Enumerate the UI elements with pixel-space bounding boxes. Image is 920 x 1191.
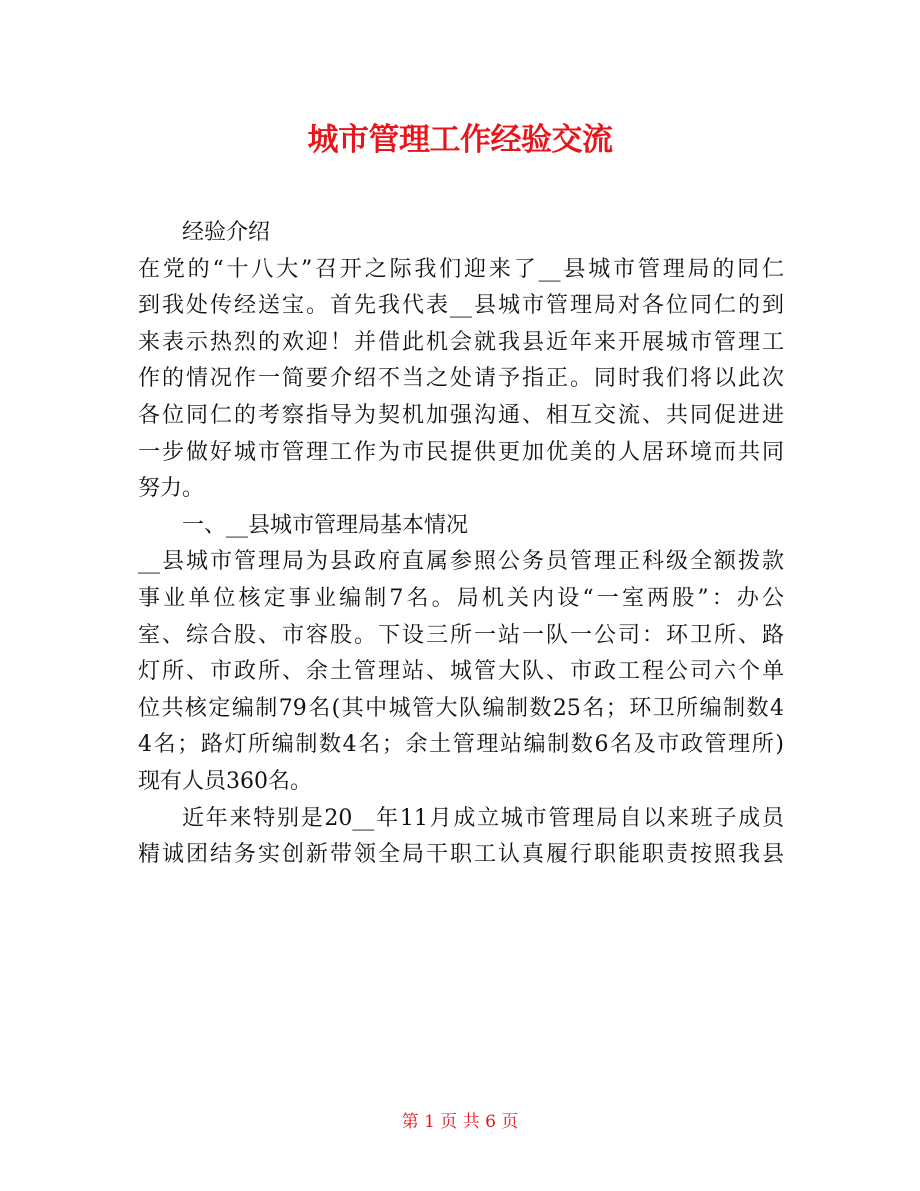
text-line: 精诚团结务实创新带领全局干职工认真履行职能职责按照我县 (138, 842, 784, 868)
page-title: 城市管理工作经验交流 (307, 122, 613, 158)
text-line: 努力。 (138, 476, 205, 502)
text-line: 4名；路灯所编制数4名；余土管理站编制数6名及市政管理所) (138, 732, 784, 758)
text-line: 各位同仁的考察指导为契机加强沟通、相互交流、共同促进进 (138, 402, 784, 428)
text-line: 现有人员360名。 (138, 768, 312, 794)
text-line: 来表示热烈的欢迎！并借此机会就我县近年来开展城市管理工 (138, 329, 784, 355)
page-footer: 第 1 页 共 6 页 (401, 1112, 519, 1132)
text-line: 位共核定编制79名(其中城管大队编制数25名；环卫所编制数4 (138, 695, 784, 721)
document-body (138, 215, 784, 874)
text-line: 经验介绍 (182, 220, 271, 245)
text-line: __县城市管理局为县政府直属参照公务员管理正科级全额拨款 (138, 549, 784, 575)
text-line: 近年来特别是20__年11月成立城市管理局自以来班子成员 (182, 805, 784, 831)
text-line: 事业单位核定事业编制7名。局机关内设“一室两股”：办公 (138, 585, 784, 611)
text-line: 一步做好城市管理工作为市民提供更加优美的人居环境而共同 (138, 439, 784, 465)
text-line: 作的情况作一简要介绍不当之处请予指正。同时我们将以此次 (138, 366, 784, 392)
text-line: 到我处传经送宝。首先我代表__县城市管理局对各位同仁的到 (138, 293, 784, 319)
text-line: 在党的“十八大”召开之际我们迎来了__县城市管理局的同仁 (138, 256, 784, 282)
text-line: 灯所、市政所、余土管理站、城管大队、市政工程公司六个单 (138, 659, 784, 685)
section-heading: 一、__县城市管理局基本情况 (182, 512, 469, 538)
text-line: 室、综合股、市容股。下设三所一站一队一公司：环卫所、路 (138, 622, 784, 648)
